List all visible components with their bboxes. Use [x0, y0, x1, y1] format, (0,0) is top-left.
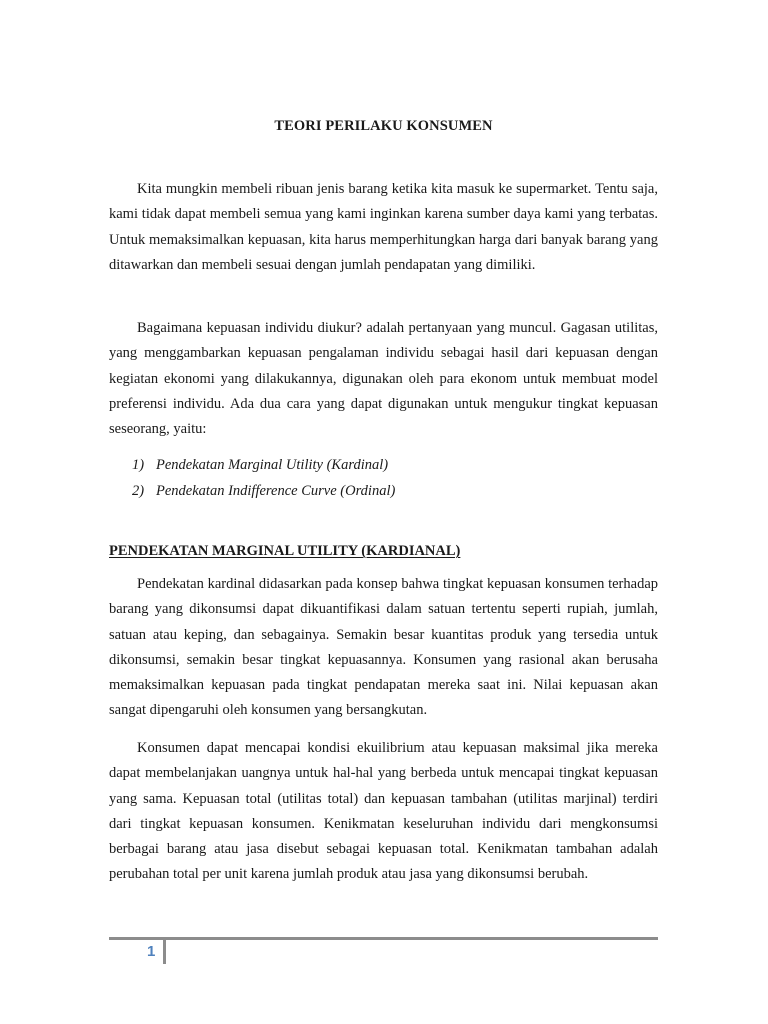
approach-list	[109, 453, 395, 504]
intro-paragraph-1: Kita mungkin membeli ribuan jenis barang ketika kita masuk ke supermarket. Tentu saja, kami tidak dapat membeli semua yang kami inginkan karena sumber daya kami yang terbatas. Untuk memaksimalkan kepuasan, kita harus memperhitungkan harga dari banyak barang yang ditawarkan dan membeli sesuai dengan jumlah pendapatan yang dimiliki.	[109, 181, 658, 273]
list-item	[109, 453, 395, 479]
section-heading: PENDEKATAN MARGINAL UTILITY (KARDIANAL)	[109, 543, 461, 559]
section-paragraph-1: Pendekatan kardinal didasarkan pada konsep bahwa tingkat kepuasan konsumen terhadap barang yang dikonsumsi dapat dikuantifikasi dalam satuan tertentu seperti rupiah, jumlah, satuan atau keping, dan sebagainya. Semakin besar kuantitas produk yang tersedia untuk dikonsumsi, semakin besar tingkat kepuasannya. Konsumen yang rasional akan berusaha memaksimalkan kepuasan pada tingkat pendapatan mereka saat ini. Nilai kepuasan akan sangat dipengaruhi oleh konsumen yang bersangkutan.	[109, 576, 658, 719]
section-paragraph-2: Konsumen dapat mencapai kondisi ekuilibrium atau kepuasan maksimal jika mereka dapat membelanjakan uangnya untuk hal-hal yang berbeda untuk mencapai tingkat kepuasan yang sama. Kepuasan total (utilitas total) dan kepuasan tambahan (utilitas marjinal) terdiri dari tingkat kepuasan konsumen. Kenikmatan keseluruhan individu dari mengkonsumsi berbagai barang atau jasa disebut sebagai kepuasan total. Kenikmatan tambahan adalah perubahan total per unit karena jumlah produk atau jasa yang dikonsumsi berubah.	[109, 740, 658, 883]
document-title: TEORI PERILAKU KONSUMEN	[274, 118, 493, 134]
list-item-text: Pendekatan Marginal Utility (Kardinal)	[156, 457, 389, 473]
page-number-divider	[163, 939, 166, 964]
list-item-text: Pendekatan Indifference Curve (Ordinal)	[156, 482, 396, 499]
list-item-number: 2)	[132, 482, 145, 499]
footer-rule	[109, 937, 658, 940]
page-number: 1	[147, 943, 156, 960]
intro-paragraph-2: Bagaimana kepuasan individu diukur? adalah pertanyaan yang muncul. Gagasan utilitas, yang menggambarkan kepuasan pengalaman individu sebagai hasil dari kepuasan dengan kegiatan ekonomi yang dilakukannya, digunakan oleh para ekonom untuk membuat model preferensi individu. Ada dua cara yang dapat digunakan untuk mengukur tingkat kepuasan seseorang, yaitu:	[109, 320, 658, 438]
list-item	[109, 479, 395, 505]
list-item-number: 1)	[132, 457, 145, 473]
